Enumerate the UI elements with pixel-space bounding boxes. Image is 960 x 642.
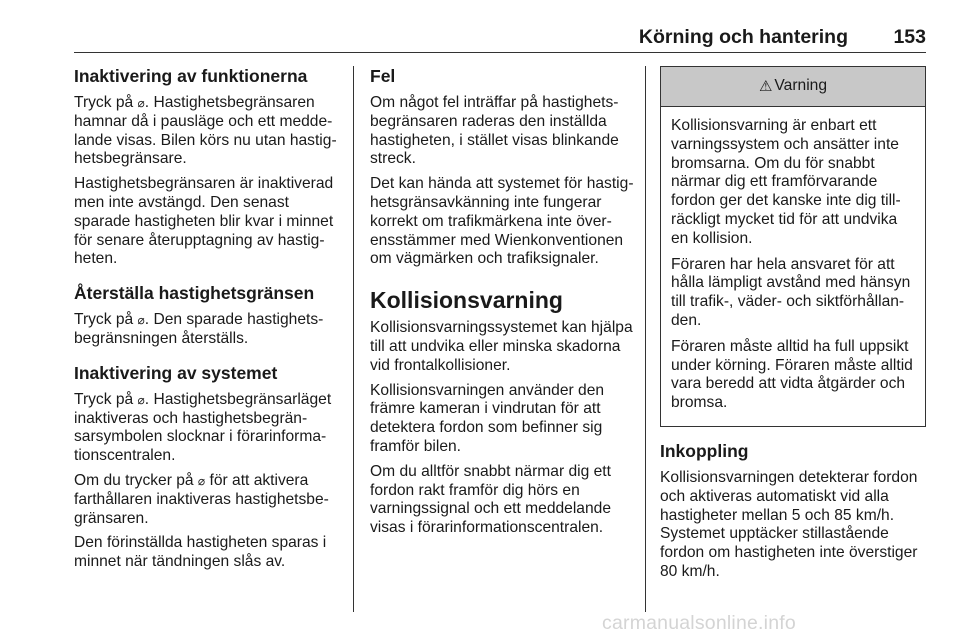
paragraph: Kollisionsvarningen detekterar fordon och aktiveras automatiskt vid alla hastigheter mellan 5 och 85 km/h. Systemet upptäcker stillastående fordon om hastigheten inte överstiger 80 km/h. <box>660 468 918 580</box>
heading-restore-limit: Återställa hastighetsgränsen <box>74 283 315 304</box>
paragraph: Kollisionsvarningssystemet kan hjälpa till att undvika eller minska skadorna vid frontalkollisioner. <box>370 319 633 374</box>
paragraph: Tryck på ⌀. Den sparade hastighetsbegränsningen återställs. <box>74 311 324 347</box>
watermark: carmanualsonline.info <box>602 612 796 634</box>
paragraph: Kollisionsvarning är enbart ett varningssystem och ansätter inte bromsarna. Om du för snabbt närmar dig ett framförvarande fordon ger det kanske inte dig tillräckligt mycket tid för att undvika en kollision. <box>671 117 901 247</box>
column-2 <box>370 66 634 544</box>
warning-box <box>660 66 926 427</box>
heading-deactivate-functions: Inaktivering av funktionerna <box>74 66 308 86</box>
heading-deactivate-system: Inaktivering av systemet <box>74 362 278 383</box>
paragraph: Om du trycker på ⌀ för att aktivera farthållaren inaktiveras hastighetsbegränsaren. <box>74 471 329 527</box>
cruise-control-icon: ⌀ <box>197 473 206 488</box>
header-rule <box>74 52 926 53</box>
paragraph: Om du alltför snabbt närmar dig ett fordon rakt framför dig hörs en varningssignal och ett meddelande visas i förarinformationscentralen. <box>370 462 611 537</box>
section-title: Körning och hantering <box>638 26 848 48</box>
heading-enable: Inkoppling <box>660 440 749 461</box>
paragraph: Tryck på ⌀. Hastighetsbegränsaren hamnar då i pausläge och ett meddelande visas. Bilen körs nu utan hastighetsbegränsare. <box>74 94 337 168</box>
heading-collision-warning: Kollisionsvarning <box>370 287 563 314</box>
pause-limiter-icon: ⌀ <box>137 96 145 110</box>
speed-limiter-icon: ⌀ <box>137 392 145 407</box>
heading-fault: Fel <box>370 66 396 86</box>
speed-limiter-icon: ⌀ <box>137 313 145 328</box>
paragraph: Tryck på ⌀. Hastighetsbegränsarläget inaktiveras och hastighetsbegränsarsymbolen slocknar i förarinformationscentralen. <box>74 390 332 465</box>
warning-body <box>661 107 925 426</box>
column-divider <box>645 66 646 612</box>
column-3 <box>660 66 926 588</box>
paragraph: Föraren har hela ansvaret för att hålla lämpligt avstånd med hänsyn till trafik-, väder- och siktförhållanden. <box>671 255 911 329</box>
paragraph: Den förinställda hastigheten sparas i minnet när tändningen slås av. <box>74 534 327 571</box>
page-number: 153 <box>893 26 926 48</box>
paragraph: Om något fel inträffar på hastighetsbegränsaren raderas den inställda hastigheten, i stället visas blinkande streck. <box>370 94 619 168</box>
warning-header <box>661 67 925 107</box>
paragraph: Det kan hända att systemet för hastighetsgränsavkänning inte fungerar korrekt om trafikmärkena inte överensstämmer med Wienkonventionen om vägmärken och trafiksignaler. <box>370 175 634 268</box>
page-header <box>74 26 926 52</box>
warning-triangle-icon: ⚠ <box>758 77 773 96</box>
paragraph: Föraren måste alltid ha full uppsikt under körning. Föraren måste alltid vara beredd att vidta åtgärder och bromsa. <box>671 337 913 412</box>
column-1 <box>74 66 342 578</box>
column-divider <box>353 66 354 612</box>
warning-title: Varning <box>774 77 828 95</box>
paragraph: Kollisionsvarningen använder den främre kameran i vindrutan för att detektera fordon som befinner sig framför bilen. <box>370 381 605 455</box>
paragraph: Hastighetsbegränsaren är inaktiverad men inte avstängd. Den senast sparade hastigheten blir kvar i minnet för senare återupptagning av hastigheten. <box>74 175 334 268</box>
